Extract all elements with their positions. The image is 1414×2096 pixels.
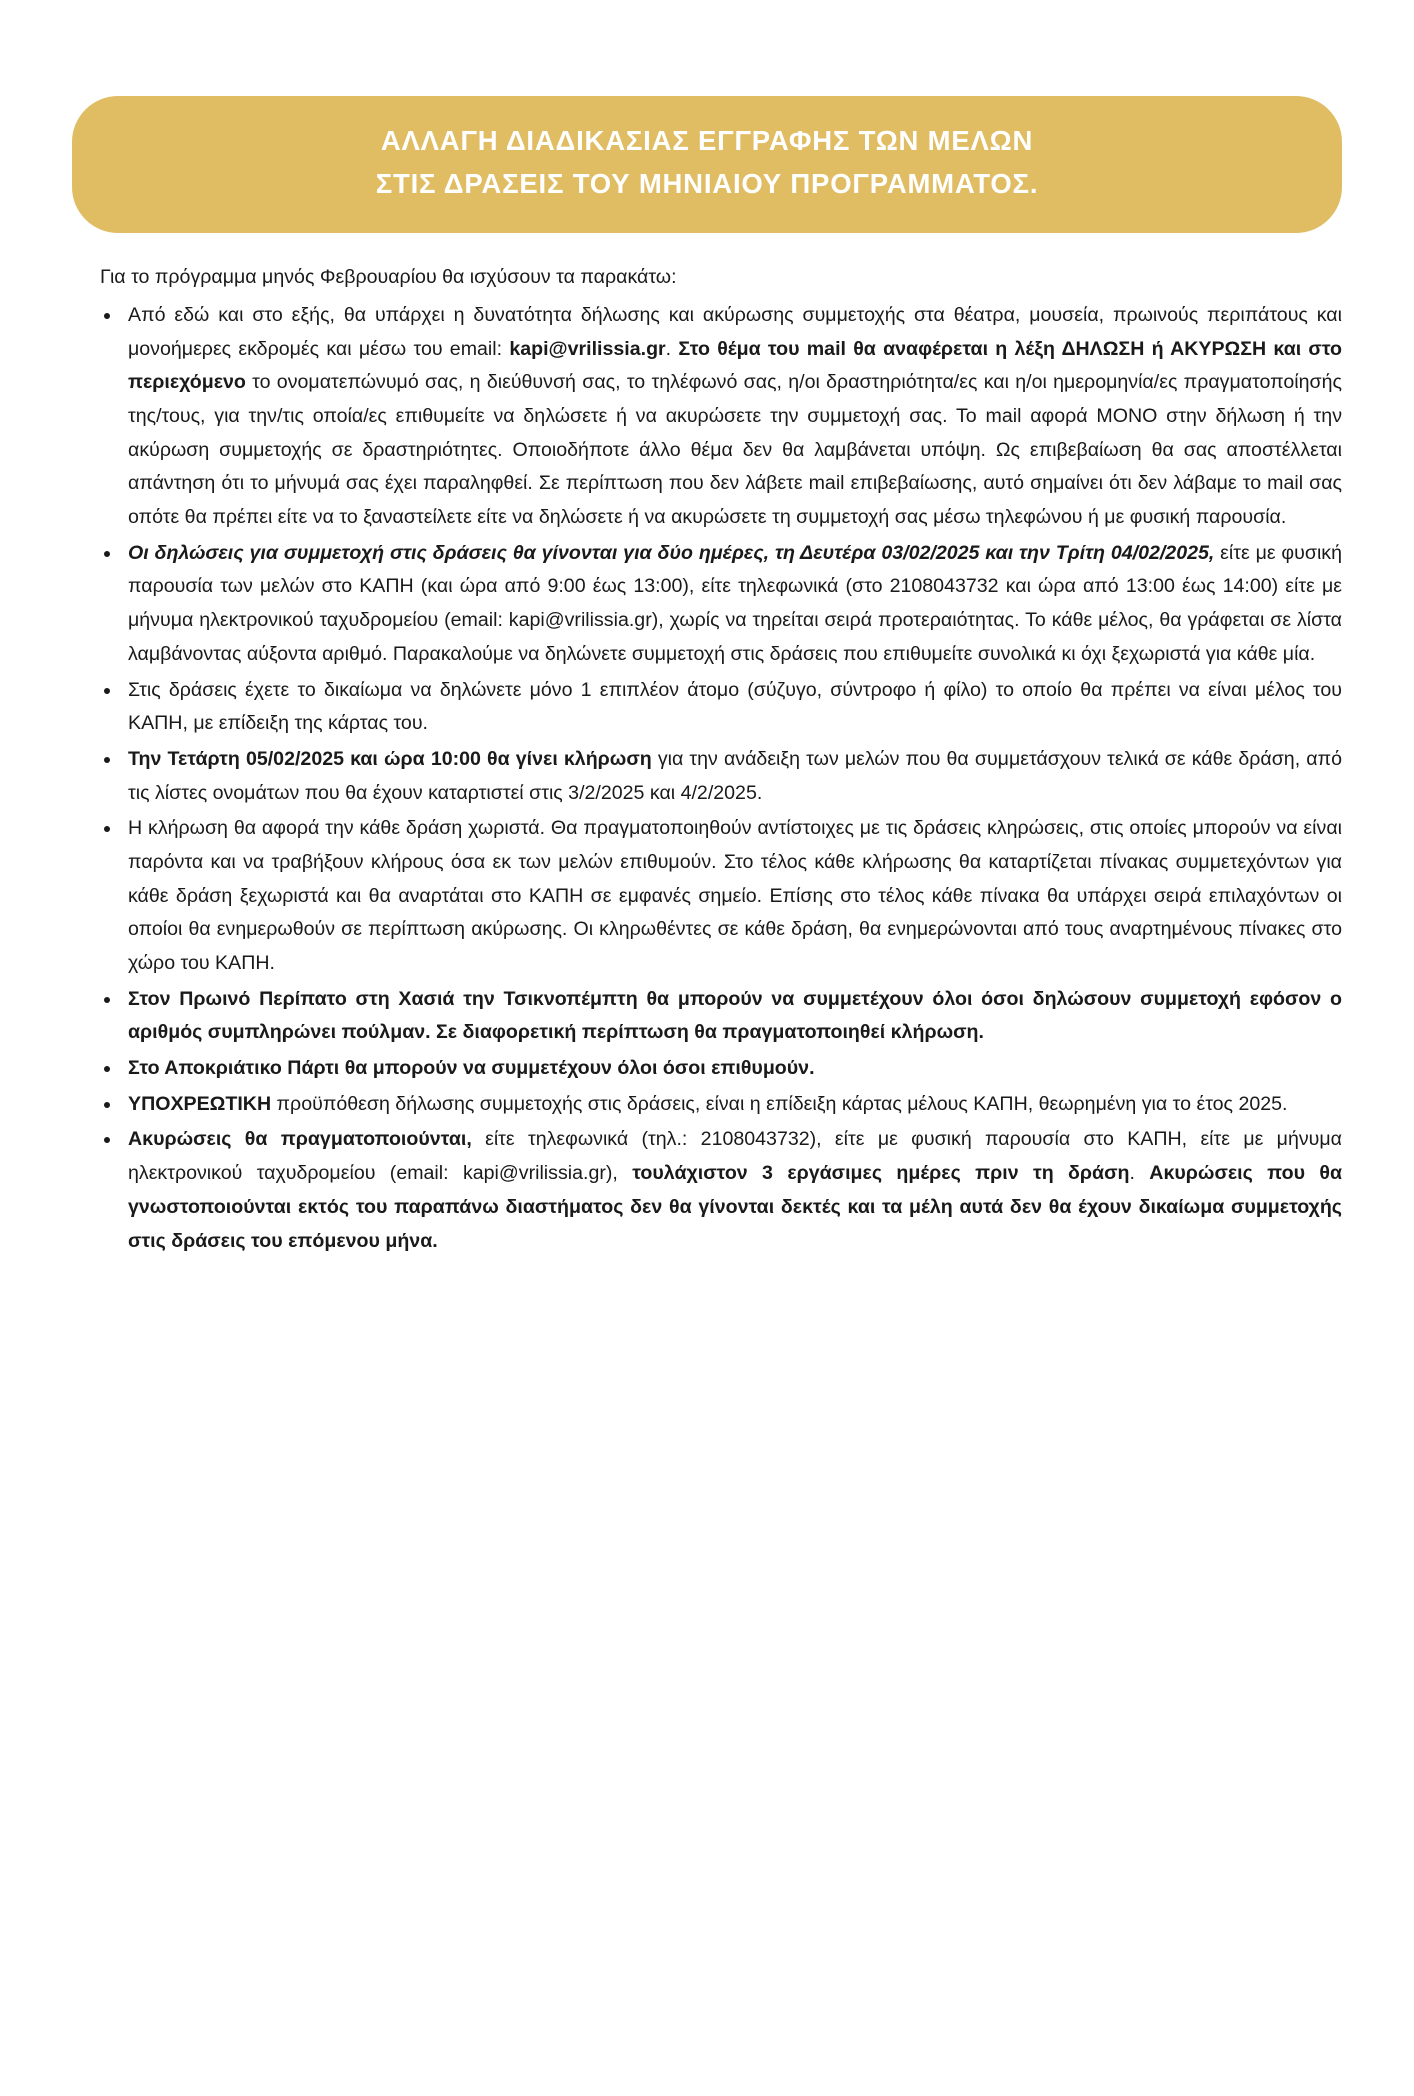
bullet-text — [128, 812, 1342, 980]
bullet-mandatory-card — [72, 1088, 1342, 1122]
text-segment-bold: Στο θέμα του mail θα αναφέρεται η λέξη ΔΗΛΩΣΗ ή ΑΚΥΡΩΣΗ και στο περιεχόμενο — [128, 337, 1342, 394]
text-segment-bold: Ακυρώσεις θα πραγματοποιούνται, — [128, 1128, 472, 1151]
bullet-cancellations — [72, 1123, 1342, 1258]
text-segment-normal: είτε με φυσική παρουσία των μελών στο ΚΑΠΗ (και ώρα από 9:00 έως 13:00), είτε τηλεφωνικά (στο 2108043732 και ώρα από 13:00 έως 14:00) είτε με μήνυμα ηλεκτρονικού ταχυδρομείου (email: kapi@vrilissia.gr), χωρίς να τηρείται σειρά προτεραιότητας. Το κάθε μέλος, θα γράφεται σε λίστα λαμβάνοντας αύξοντα αριθμό. Παρακαλούμε να δηλώνετε συμμετοχή στις δράσεις που επιθυμείτε συνολικά κι όχι ξεχωριστά για κάθε μία. — [128, 541, 1342, 665]
text-segment-bold: τουλάχιστον 3 εργάσιμες ημέρες πριν τη δράση — [632, 1162, 1130, 1185]
text-segment-normal: . — [1129, 1162, 1150, 1185]
bullet-list — [72, 299, 1342, 1258]
text-segment-normal: είτε τηλεφωνικά (τηλ.: 2108043732), είτε με φυσική παρουσία στο ΚΑΠΗ, είτε με μήνυμα ηλεκτρονικού ταχυδρομείου (email: kapi@vrilissia.gr), — [128, 1128, 1342, 1185]
banner-title-line-2: ΣΤΙΣ ΔΡΑΣΕΙΣ ΤΟΥ ΜΗΝΙΑΙΟΥ ΠΡΟΓΡΑΜΜΑΤΟΣ. — [375, 167, 1039, 199]
text-segment-normal: για την ανάδειξη των μελών που θα συμμετάσχουν τελικά σε κάθε δράση, από τις λίστες ονομάτων που θα έχουν καταρτιστεί στις 3/2/2025 και 4/2/2025. — [128, 747, 1342, 804]
text-segment-normal: προϋπόθεση δήλωσης συμμετοχής στις δράσεις, είναι η επίδειξη κάρτας μέλους ΚΑΠΗ, θεωρημένη για το έτος 2025. — [271, 1092, 1288, 1115]
text-segment-bold: Στο Αποκριάτικο Πάρτι θα μπορούν να συμμετέχουν όλοι όσοι επιθυμούν. — [128, 1057, 815, 1080]
bullet-chasia-walk — [72, 983, 1342, 1050]
bullet-text — [128, 674, 1342, 741]
text-segment-bold: ΥΠΟΧΡΕΩΤΙΚΗ — [128, 1092, 272, 1115]
text-segment-bold: kapi@vrilissia.gr — [509, 337, 666, 360]
bullet-draw-wednesday — [72, 743, 1342, 810]
text-segment-bold: Στον Πρωινό Περίπατο στη Χασιά την Τσικνοπέμπτη θα μπορούν να συμμετέχουν όλοι όσοι δηλώσουν συμμετοχή εφόσον ο αριθμός συμπληρώνει πούλμαν. Σε διαφορετική περίπτωση θα πραγματοποιηθεί κλήρωση. — [128, 987, 1342, 1044]
text-segment-normal: . — [665, 337, 679, 360]
text-segment-bold: Την Τετάρτη 05/02/2025 και ώρα 10:00 θα γίνει κλήρωση — [128, 747, 652, 770]
document-content — [72, 233, 1342, 1258]
bullet-text — [128, 537, 1342, 672]
text-segment-bold: Ακυρώσεις που θα γνωστοποιούνται εκτός του παραπάνω διαστήματος δεν θα γίνονται δεκτές και τα μέλη αυτά δεν θα έχουν δικαίωμα συμμετοχής στις δράσεις του επόμενου μήνα. — [128, 1162, 1342, 1252]
bullet-email-procedure — [72, 299, 1342, 535]
bullet-text — [128, 299, 1342, 535]
bullet-extra-person — [72, 674, 1342, 741]
bullet-text — [128, 1088, 1342, 1122]
banner-title-line-1: ΑΛΛΑΓΗ ΔΙΑΔΙΚΑΣΙΑΣ ΕΓΓΡΑΦΗΣ ΤΩΝ ΜΕΛΩΝ — [380, 125, 1034, 156]
bullet-text — [128, 1123, 1342, 1258]
text-segment-normal: το ονοματεπώνυμό σας, η διεύθυνσή σας, το τηλέφωνό σας, η/οι δραστηριότητα/ες και η/οι ημερομηνία/ες πραγματοποίησής της/τους, για την/τις οποία/ες επιθυμείτε να δηλώσετε ή να ακυρώσετε την συμμετοχή σας. Το mail αφορά ΜΟΝΟ στην δήλωση ή την ακύρωση συμμετοχής σε δραστηριότητες. Οποιοδήποτε άλλο θέμα δεν θα λαμβάνεται υπόψη. Ως επιβεβαίωση θα σας αποστέλλεται απάντηση ότι το μήνυμά σας έχει παραληφθεί. Σε περίπτωση που δεν λάβετε mail επιβεβαίωσης, αυτό σημαίνει ότι δεν λάβαμε το mail σας οπότε θα πρέπει είτε να το ξαναστείλετε είτε να δηλώσετε ή να ακυρώσετε τη συμμετοχή σας μέσω τηλεφώνου ή με φυσική παρουσία. — [128, 371, 1342, 529]
text-segment-normal: Στις δράσεις έχετε το δικαίωμα να δηλώνετε μόνο 1 επιπλέον άτομο (σύζυγο, σύντροφο ή φίλο) το οποίο θα πρέπει να είναι μέλος του ΚΑΠΗ, με επίδειξη της κάρτας του. — [128, 678, 1342, 735]
announcement-banner — [72, 96, 1342, 233]
text-segment-bold-italic: Οι δηλώσεις για συμμετοχή στις δράσεις θα γίνονται για δύο ημέρες, τη Δευτέρα 03/02/2025 και την Τρίτη 04/02/2025, — [128, 541, 1215, 564]
bullet-text — [128, 743, 1342, 810]
document-page — [0, 96, 1414, 2096]
bullet-text — [128, 983, 1342, 1050]
text-segment-normal: Η κλήρωση θα αφορά την κάθε δράση χωριστά. Θα πραγματοποιηθούν αντίστοιχες με τις δράσεις κληρώσεις, στις οποίες μπορούν να είναι παρόντα και να τραβήξουν κλήρους όσα εκ των μελών επιθυμούν. Στο τέλος κάθε κλήρωσης θα καταρτίζεται πίνακας συμμετεχόντων για κάθε δράση ξεχωριστά και θα αναρτάται στο ΚΑΠΗ σε εμφανές σημείο. Επίσης στο τέλος κάθε πίνακα θα υπάρχει σειρά επιλαχόντων οι οποίοι θα ενημερωθούν σε περίπτωση ακύρωσης. Οι κληρωθέντες σε κάθε δράση, θα ενημερώνονται από τους αναρτημένους πίνακες στο χώρο του ΚΑΠΗ. — [128, 817, 1342, 974]
text-segment-normal: Από εδώ και στο εξής, θα υπάρχει η δυνατότητα δήλωσης και ακύρωσης συμμετοχής στα θέατρα, μουσεία, πρωινούς περιπάτους και μονοήμερες εκδρομές και μέσω του email: — [128, 303, 1342, 360]
bullet-draw-details — [72, 812, 1342, 980]
bullet-text — [128, 1052, 1342, 1086]
bullet-carnival-party — [72, 1052, 1342, 1086]
intro-paragraph: Για το πρόγραμμα μηνός Φεβρουαρίου θα ισχύσουν τα παρακάτω: — [100, 266, 677, 289]
bullet-declaration-days — [72, 537, 1342, 672]
